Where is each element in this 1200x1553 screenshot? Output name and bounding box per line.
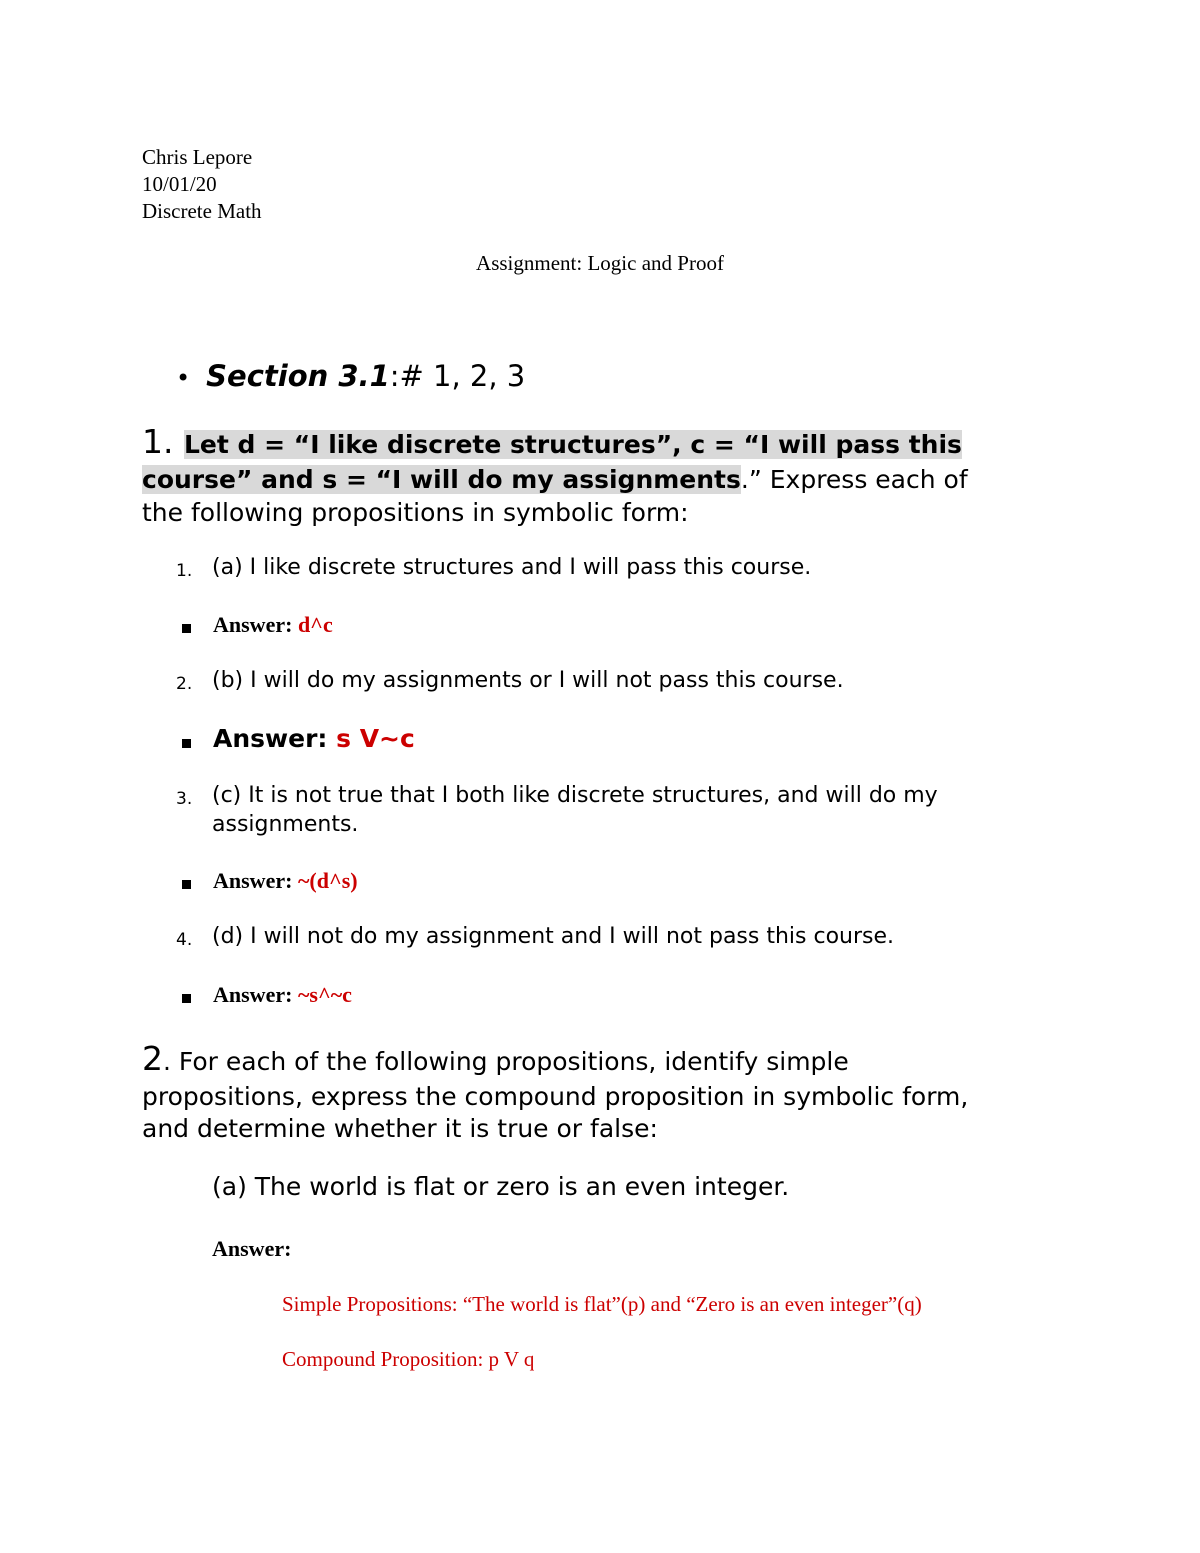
assignment-title: Assignment: Logic and Proof	[476, 251, 724, 275]
square-bullet-icon	[182, 739, 191, 748]
q2-compound-proposition: Compound Proposition: p V q	[282, 1347, 535, 1371]
item-text: (c) It is not true that I both like discrete structures, and will do my	[212, 783, 938, 808]
section-label: Section 3.1	[206, 359, 390, 393]
q2-number: 2	[142, 1039, 163, 1078]
author-name: Chris Lepore	[142, 145, 253, 169]
q2-part-a: (a) The world is flat or zero is an even integer.	[212, 1172, 790, 1201]
q1-line1	[142, 422, 962, 461]
answer-value: ~s^~c	[297, 982, 352, 1007]
answer-label: Answer:	[213, 612, 298, 637]
q2-line1	[142, 1039, 849, 1078]
bullet-icon: •	[176, 364, 191, 392]
section-heading	[176, 359, 525, 393]
item-number: 2.	[176, 674, 193, 694]
q1-after-highlight: .” Express each of	[740, 465, 968, 494]
q2-line3: and determine whether it is true or false:	[142, 1114, 658, 1143]
item-number: 4.	[176, 930, 193, 950]
q2-answer-label: Answer:	[212, 1236, 292, 1261]
answer-row	[182, 868, 358, 894]
assignment-date: 10/01/20	[142, 172, 217, 196]
q2-simple-propositions: Simple Propositions: “The world is flat”(p) and “Zero is an even integer”(q)	[282, 1292, 922, 1316]
q1-line3: the following propositions in symbolic form:	[142, 498, 689, 527]
section-problems: :# 1, 2, 3	[389, 359, 526, 393]
item-text: (b) I will do my assignments or I will not pass this course.	[212, 668, 844, 693]
item-text-continued: assignments.	[212, 812, 359, 837]
answer-row	[182, 982, 352, 1008]
square-bullet-icon	[182, 994, 191, 1003]
item-number: 1.	[176, 561, 193, 581]
square-bullet-icon	[182, 880, 191, 889]
square-bullet-icon	[182, 624, 191, 633]
answer-label: Answer:	[213, 868, 298, 893]
answer-row	[182, 724, 415, 753]
answer-value: d^c	[297, 612, 333, 637]
item-text: (d) I will not do my assignment and I will not pass this course.	[212, 924, 895, 949]
item-number: 3.	[176, 789, 193, 809]
q1-number: 1	[142, 422, 163, 461]
answer-value: ~(d^s)	[297, 868, 358, 893]
q1-highlight-line2: course” and s = “I will do my assignments	[142, 465, 741, 494]
q1-number-sep: .	[163, 422, 184, 461]
q1-line2	[142, 463, 968, 496]
q2-line2: propositions, express the compound proposition in symbolic form,	[142, 1082, 969, 1111]
answer-label: Answer:	[213, 724, 337, 753]
course-name: Discrete Math	[142, 199, 262, 223]
item-text: (a) I like discrete structures and I will pass this course.	[212, 555, 812, 580]
answer-value: s V~c	[336, 724, 415, 753]
q1-highlight-line1: Let d = “I like discrete structures”, c = “I will pass this	[183, 430, 962, 459]
answer-label: Answer:	[213, 982, 298, 1007]
q2-line1-text: . For each of the following propositions, identify simple	[163, 1047, 849, 1076]
answer-row	[182, 612, 333, 638]
